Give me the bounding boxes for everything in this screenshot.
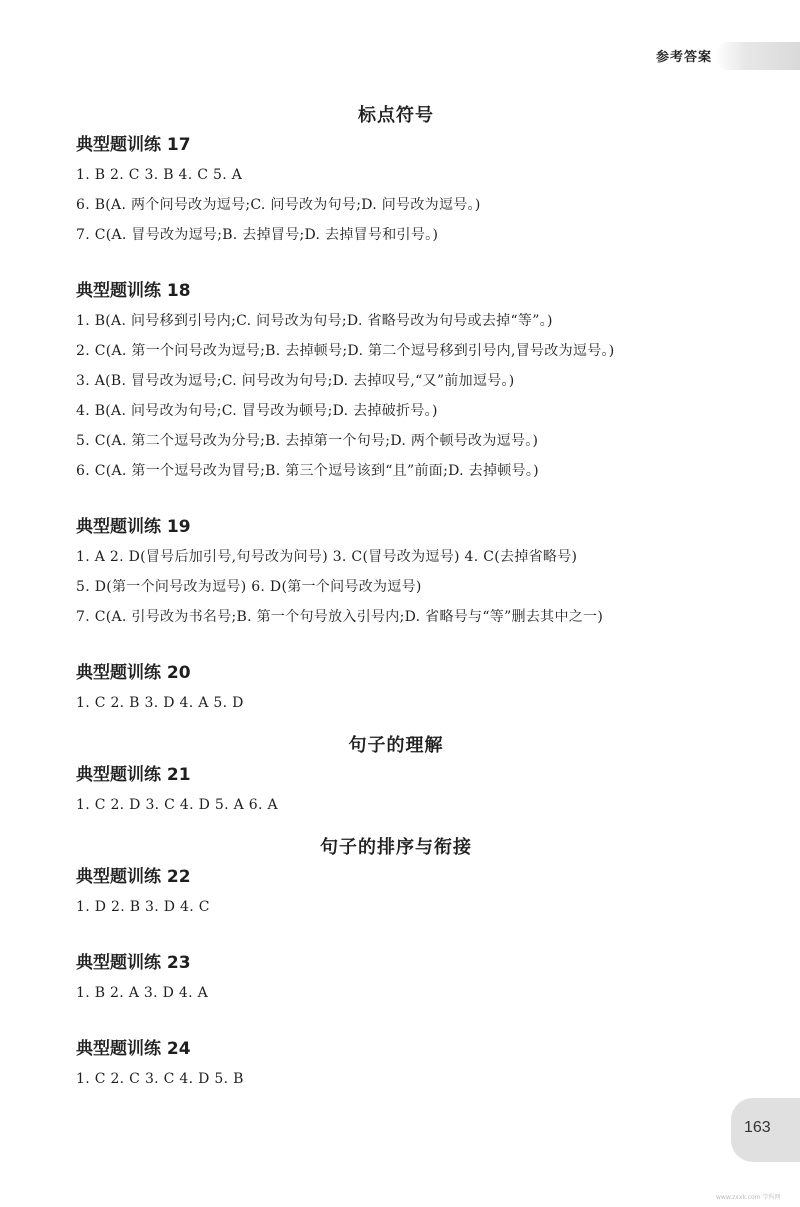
exercise-block-23 — [76, 948, 716, 1008]
header-tab-background — [715, 42, 800, 70]
answer-line: 5. D(第一个问号改为逗号) 6. D(第一个问号改为逗号) — [76, 579, 422, 595]
answer-line: 7. C(A. 引号改为书名号;B. 第一个句号放入引号内;D. 省略号与“等”删去其中之一) — [76, 609, 604, 625]
running-header: 参考答案 — [656, 50, 713, 65]
exercise-block-19 — [76, 512, 716, 632]
answer-line: 1. C 2. C 3. C 4. D 5. B — [76, 1071, 244, 1087]
page-number: 163 — [744, 1119, 771, 1136]
section-heading-punctuation: 标点符号 — [358, 105, 434, 126]
exercise-block-20 — [76, 658, 716, 718]
answer-line: 1. B 2. C 3. B 4. C 5. A — [76, 167, 243, 183]
exercise-title: 典型题训练 19 — [76, 517, 191, 537]
answer-line: 1. B 2. A 3. D 4. A — [76, 985, 209, 1001]
answer-line: 1. D 2. B 3. D 4. C — [76, 899, 210, 915]
exercise-title: 典型题训练 17 — [76, 135, 191, 155]
exercise-title: 典型题训练 18 — [76, 281, 191, 301]
answer-line: 7. C(A. 冒号改为逗号;B. 去掉冒号;D. 去掉冒号和引号。) — [76, 227, 439, 243]
answer-line: 5. C(A. 第二个逗号改为分号;B. 去掉第一个句号;D. 两个顿号改为逗号。) — [76, 433, 539, 449]
exercise-block-22 — [76, 862, 716, 922]
answer-line: 6. B(A. 两个问号改为逗号;C. 问号改为句号;D. 问号改为逗号。) — [76, 197, 481, 213]
footer-watermark: www.zxxk.com 学科网 — [716, 1194, 781, 1201]
exercise-title: 典型题训练 24 — [76, 1039, 191, 1059]
exercise-title: 典型题训练 23 — [76, 953, 191, 973]
answer-line: 2. C(A. 第一个问号改为逗号;B. 去掉顿号;D. 第二个逗号移到引号内,冒号改为逗号。) — [76, 343, 615, 359]
section-heading-sentence-ordering: 句子的排序与衔接 — [320, 837, 472, 858]
answer-line: 1. C 2. D 3. C 4. D 5. A 6. A — [76, 797, 278, 813]
exercise-block-24 — [76, 1034, 716, 1094]
answer-content — [76, 102, 716, 1108]
answer-line: 3. A(B. 冒号改为逗号;C. 问号改为句号;D. 去掉叹号,“又”前加逗号。) — [76, 373, 515, 389]
exercise-title: 典型题训练 20 — [76, 663, 191, 683]
answer-line: 1. C 2. B 3. D 4. A 5. D — [76, 695, 244, 711]
answer-line: 4. B(A. 问号改为句号;C. 冒号改为顿号;D. 去掉破折号。) — [76, 403, 438, 419]
answer-line: 1. A 2. D(冒号后加引号,句号改为问号) 3. C(冒号改为逗号) 4. C(去掉省略号) — [76, 549, 578, 565]
exercise-block-21 — [76, 760, 716, 820]
exercise-block-17 — [76, 130, 716, 250]
exercise-block-18 — [76, 276, 716, 486]
answer-line: 1. B(A. 问号移到引号内;C. 问号改为句号;D. 省略号改为句号或去掉“等”。) — [76, 313, 553, 329]
section-heading-sentence-comprehension: 句子的理解 — [348, 735, 444, 756]
exercise-title: 典型题训练 21 — [76, 765, 191, 785]
answer-line: 6. C(A. 第一个逗号改为冒号;B. 第三个逗号该到“且”前面;D. 去掉顿号。) — [76, 463, 539, 479]
exercise-title: 典型题训练 22 — [76, 867, 191, 887]
